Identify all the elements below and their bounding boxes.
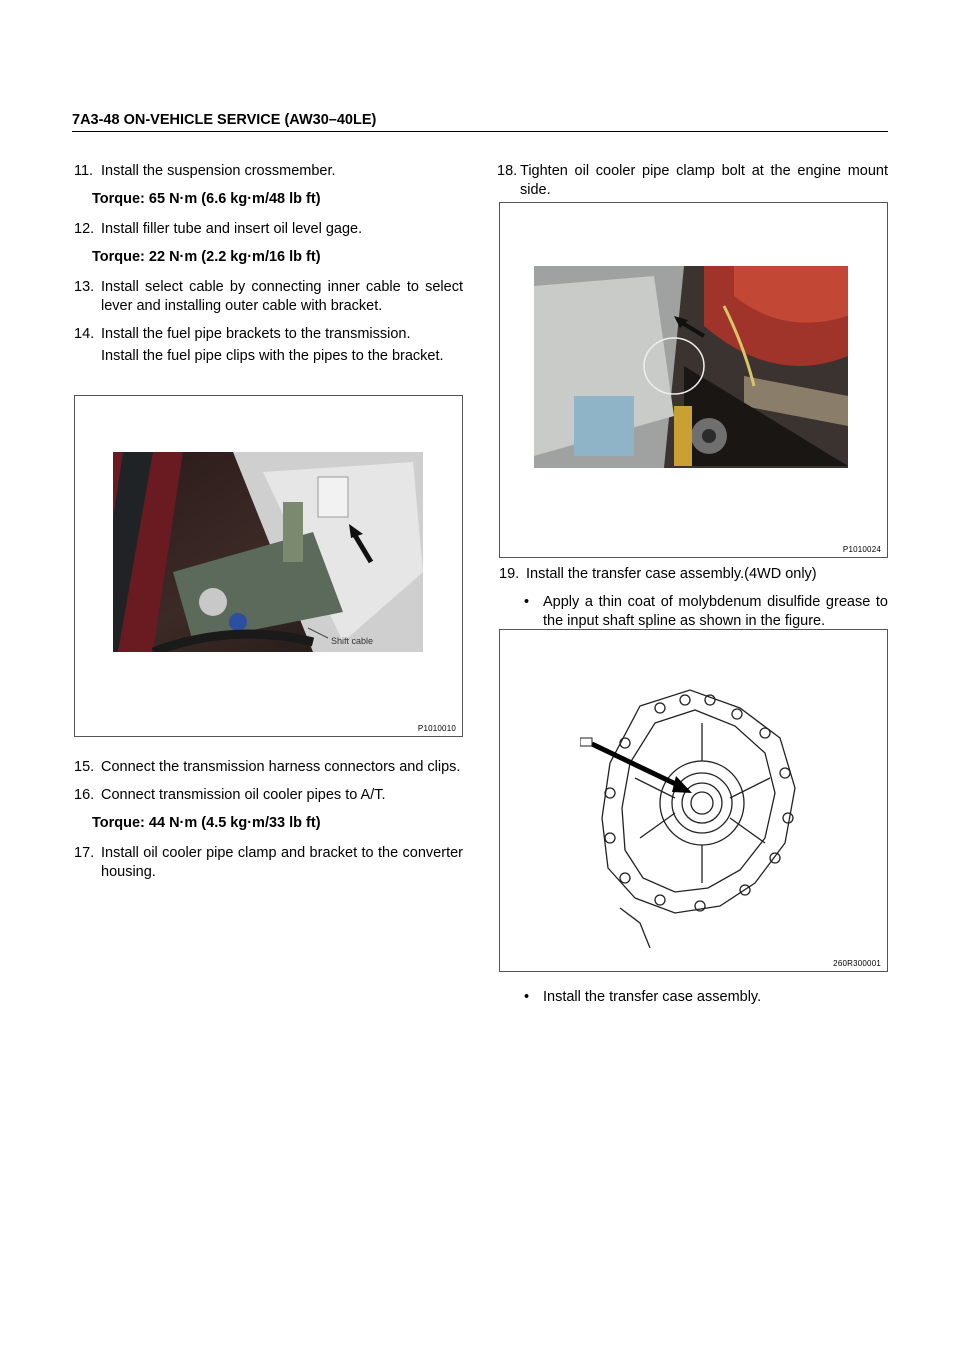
shift-cable-label: Shift cable bbox=[331, 636, 374, 646]
transfer-case-drawing bbox=[580, 678, 810, 948]
step-number: 13. bbox=[74, 279, 95, 295]
shift-cable-photo bbox=[113, 452, 423, 652]
step-text: Tighten oil cooler pipe clamp bolt at the engine mount side. bbox=[520, 163, 888, 198]
step-text: Install filler tube and insert oil level gage. bbox=[101, 221, 363, 237]
step-18 bbox=[497, 162, 888, 200]
step-11 bbox=[72, 162, 463, 181]
right-column-lower bbox=[497, 565, 888, 639]
step-text: Install the transfer case assembly.(4WD only) bbox=[526, 566, 817, 582]
step-text: Install oil cooler pipe clamp and bracket to the converter housing. bbox=[101, 845, 463, 880]
step-number: 19. bbox=[499, 566, 520, 582]
step-17 bbox=[72, 844, 463, 882]
step-text: Connect transmission oil cooler pipes to A/T. bbox=[101, 787, 386, 803]
step-15 bbox=[72, 758, 463, 777]
step-number: 16. bbox=[74, 787, 95, 803]
step-12 bbox=[72, 220, 463, 239]
step-text: Install the fuel pipe brackets to the transmission. bbox=[101, 326, 411, 342]
step-text: Install select cable by connecting inner cable to select lever and installing outer cable with bracket. bbox=[101, 279, 463, 314]
step-number: 11. bbox=[74, 163, 94, 179]
torque-spec-12: Torque: 22 N·m (2.2 kg·m/16 lb ft) bbox=[92, 249, 321, 265]
bullet-install bbox=[497, 988, 888, 1007]
clamp-bolt-photo bbox=[534, 266, 848, 468]
figure-caption: 260R300001 bbox=[833, 959, 881, 968]
bullet-text: Install the transfer case assembly. bbox=[543, 989, 762, 1005]
torque-spec-16: Torque: 44 N·m (4.5 kg·m/33 lb ft) bbox=[92, 815, 321, 831]
step-number: 17. bbox=[74, 845, 95, 861]
figure-caption: P1010010 bbox=[417, 724, 456, 733]
step-16 bbox=[72, 786, 463, 805]
page-header: 7A3-48 ON-VEHICLE SERVICE (AW30–40LE) bbox=[72, 112, 888, 132]
bullet-dot: • bbox=[524, 594, 530, 610]
step-text: Install the suspension crossmember. bbox=[101, 163, 336, 179]
left-column bbox=[72, 162, 463, 375]
figure-transfer-case bbox=[499, 629, 888, 972]
step-14-detail: Install the fuel pipe clips with the pipes to the bracket. bbox=[101, 348, 444, 364]
step-number: 12. bbox=[74, 221, 95, 237]
figure-caption: P1010024 bbox=[842, 545, 881, 554]
step-19 bbox=[497, 565, 888, 584]
figure-shift-cable bbox=[74, 395, 463, 737]
left-column-lower bbox=[72, 758, 463, 891]
figure-clamp-bolt bbox=[499, 202, 888, 558]
step-number: 15. bbox=[74, 759, 95, 775]
bullet-dot: • bbox=[524, 989, 530, 1005]
step-number: 14. bbox=[74, 326, 95, 342]
torque-spec-11: Torque: 65 N·m (6.6 kg·m/48 lb ft) bbox=[92, 191, 321, 207]
step-number: 18. bbox=[497, 163, 518, 179]
bullet-text: Apply a thin coat of molybdenum disulfide grease to the input shaft spline as shown in the figure. bbox=[543, 594, 888, 629]
step-14 bbox=[72, 325, 463, 344]
bullet-grease bbox=[497, 593, 888, 631]
step-13 bbox=[72, 278, 463, 316]
step-text: Connect the transmission harness connectors and clips. bbox=[101, 759, 461, 775]
right-column-bottom bbox=[497, 988, 888, 1015]
